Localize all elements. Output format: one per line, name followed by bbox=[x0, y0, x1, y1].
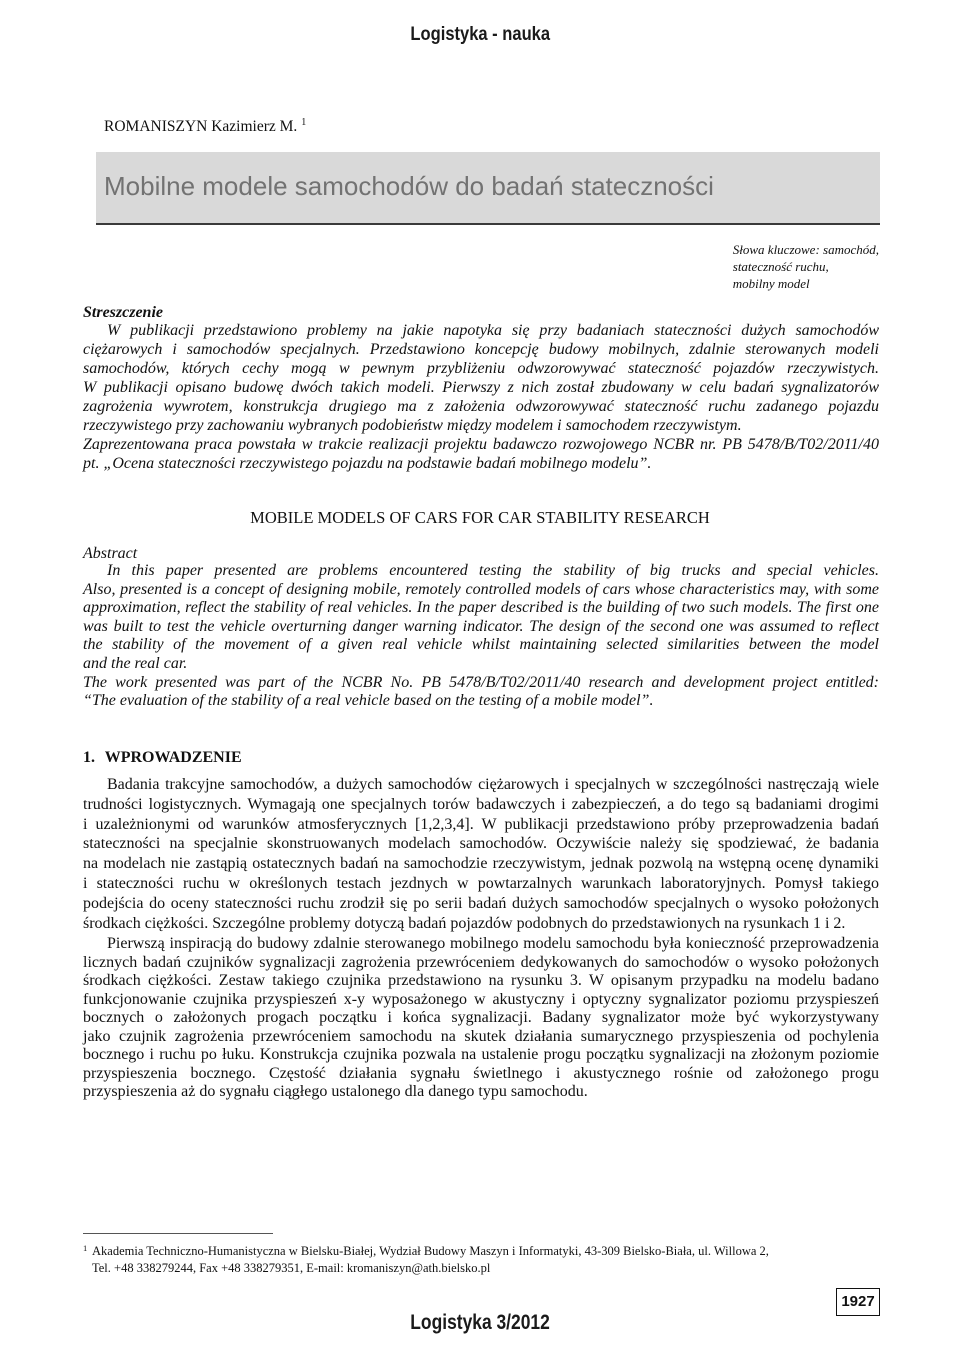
body-text-line: przyspieszenia bocznego. Częstość działania sygnału świetlnego i akustycznego rośnie od założonego progu bbox=[83, 1064, 879, 1082]
abstract-en-line: “The evaluation of the stability of a real vehicle based on the testing of a mobile model”. bbox=[83, 692, 654, 710]
journal-issue-label: Logistyka 3/2012 bbox=[410, 1311, 550, 1334]
abstract-en bbox=[83, 562, 879, 711]
body-text-line: funkcjonowanie czujnika przyspieszeń x-y wyposażonego w akustyczny i optyczny sygnalizator poziomu przyspieszeń bbox=[83, 990, 879, 1008]
footnote bbox=[83, 1243, 883, 1277]
title-rule bbox=[96, 223, 880, 225]
abstract-pl-line: rzeczywistego przy zachowaniu wybranych podobieństw między modelem i samochodem rzeczywistym. bbox=[83, 417, 742, 434]
author-name: ROMANISZYN Kazimierz M. bbox=[104, 118, 298, 135]
body-text-line: środkach ciężkości. Zestaw takiego czujnika przedstawiono na rysunku 3. W opisanym przypadku na modelu badano bbox=[83, 972, 879, 989]
footnote-separator bbox=[83, 1233, 273, 1234]
author-line bbox=[104, 117, 306, 137]
abstract-en-line: The work presented was part of the NCBR No. PB 5478/B/T02/2011/40 research and development project entitled: bbox=[83, 673, 879, 691]
abstract-pl-line: Zaprezentowana praca powstała w trakcie realizacji projektu badawczo rozwojowego NCBR nr. PB 5478/B/T02/2011/40 bbox=[83, 436, 879, 453]
body-text-line: na modelach nie zastąpią ostatecznych badań na samochodzie rzeczywistym, jednak pozwolą na wstępną ocenę dynamiki bbox=[83, 855, 879, 873]
body-paragraph bbox=[83, 775, 879, 933]
journal-issue-footer bbox=[0, 1311, 960, 1335]
keywords-block bbox=[733, 241, 879, 292]
body-text-line: podejścia do oceny stateczności ruchu zrodził się po serii badań dużych samochodów specjalnych o wysoko położonych bbox=[83, 894, 879, 912]
abstract-pl-line: pt. „Ocena stateczności rzeczywistego pojazdu na podstawie badań mobilnego modelu”. bbox=[83, 455, 652, 472]
body-text-line: Badania trakcyjne samochodów, a dużych samochodów ciężarowych i specjalnych w szczególności nastręczają wiele bbox=[107, 776, 879, 793]
body-text-line: i stateczności ruchu w określonych testach jezdnych w powtarzalnych warunkach laboratoryjnych. Pomysł takiego bbox=[83, 874, 879, 892]
abstract-en-line: and the real car. bbox=[83, 654, 188, 672]
abstract-pl-line: zagrożenia wywrotem, konstrukcja drugiego ma z założenia odwzorowywać stateczność ruchu zadanego pojazdu bbox=[83, 398, 879, 415]
abstract-pl-line: ciężarowych i samochodów specjalnych. Przedstawiono koncepcję budowy mobilnych, zdalnie sterowanych modeli bbox=[83, 341, 879, 358]
abstract-en-line: In this paper presented are problems encountered testing the stability of big trucks and special vehicles. bbox=[107, 562, 879, 579]
abstract-pl-line: W publikacji opisano budowę dwóch takich modeli. Pierwszy z nich został zbudowany w celu badań sygnalizatorów bbox=[83, 379, 879, 396]
abstract-en-line: Also, presented is a concept of designing mobile, remotely controlled models of cars whose characteristics may, with some bbox=[83, 580, 879, 598]
keyword-line: Słowa kluczowe: samochód, bbox=[732, 242, 879, 257]
abstract-pl-line: W publikacji przedstawiono problemy na jakie napotyka się przy badaniach stateczności dużych samochodów bbox=[107, 322, 879, 339]
body-text-line: przyspieszenia aż do sygnału ciągłego ustalonego dla danego typu samochodu. bbox=[83, 1083, 588, 1100]
footnote-line: Tel. +48 338279244, Fax +48 338279351, E-mail: kromaniszyn@ath.bielsko.pl bbox=[92, 1261, 491, 1275]
journal-section-label: Logistyka - nauka bbox=[410, 24, 550, 45]
body-text-line: i uzależnionymi od warunków atmosferycznych [1,2,3,4]. W publikacji przedstawiono próby przeprowadzenia badań bbox=[83, 815, 879, 833]
body-text-line: bocznego i ruchu po łuku. Konstrukcja czujnika pozwala na ustalenie progu początku sygnalizacji na złożonym poziomie bbox=[83, 1046, 879, 1063]
abstract-pl-heading: Streszczenie bbox=[83, 304, 163, 321]
body-text-line: stateczności na specjalnie skonstruowanych modelach samochodów. Oczywiście należy się spodziewać, że badania bbox=[83, 835, 879, 853]
body-text-line: licznych badań czujników sygnalizacji zagrożenia przewróceniem dedykowanych do samochodów o wysoko położonych bbox=[83, 953, 879, 971]
section-heading: 1. WPROWADZENIE bbox=[83, 749, 242, 766]
abstract-en-heading: Abstract bbox=[83, 545, 138, 562]
body-text-line: jako czujnik zagrożenia przewróceniem samochodu na skutek działania sumarycznego przyspieszenia od pochylenia bbox=[83, 1027, 879, 1045]
abstract-pl-line: samochodów, których cechy mogą w pewnym przybliżeniu odwzorowywać stateczność pojazdów rzeczywistych. bbox=[83, 360, 879, 377]
footnote-text: Akademia Techniczno-Humanistyczna w Bielsku-Białej, Wydział Budowy Maszyn i Informatyki, 43-309 Bielsko-Biała, ul. Willowa 2, bbox=[92, 1244, 769, 1258]
article-title: Mobilne modele samochodów do badań stateczności bbox=[104, 171, 714, 201]
body-text-line: Pierwszą inspiracją do budowy zdalnie sterowanego mobilnego modelu samochodu była konieczność przeprowadzenia bbox=[107, 935, 879, 952]
keyword-line: mobilny model bbox=[732, 276, 810, 291]
abstract-en-line: approximation, reflect the stability of real vehicles. In the paper described is the building of two such models. The first one bbox=[83, 599, 879, 617]
title-band bbox=[96, 152, 880, 223]
body-text-line: bocznych o założonych progach początku i końca sygnalizacji. Badany sygnalizator może być wykorzystywany bbox=[83, 1009, 879, 1026]
body-text-line: środkach ciężkości. Szczególne problemy dotyczą badań pojazdów podobnych do przedstawionych na rysunkach 1 i 2. bbox=[83, 914, 846, 932]
body-text-line: trudności logistycznych. Wymagają one specjalnych torów badawczych i zabezpieczeń, a do tego są badaniami drogimi bbox=[83, 795, 879, 813]
author-footnote-mark: 1 bbox=[301, 117, 307, 128]
abstract-pl bbox=[83, 321, 879, 473]
page-number: 1927 bbox=[836, 1288, 880, 1316]
footnote-line: 1 Akademia Techniczno-Humanistyczna w Bielsku-Białej, Wydział Budowy Maszyn i Informatyki, 43-309 Bielsko-Biała, ul. Willowa 2, bbox=[83, 1243, 769, 1258]
abstract-en-line: was built to test the vehicle overturning danger warning indicator. The design of the second one was assumed to reflect bbox=[83, 617, 879, 635]
body-paragraph bbox=[83, 935, 879, 1102]
journal-section-header bbox=[0, 24, 960, 46]
article-title-en: MOBILE MODELS OF CARS FOR CAR STABILITY RESEARCH bbox=[250, 508, 710, 527]
keyword-line: stateczność ruchu, bbox=[732, 259, 829, 274]
abstract-en-line: the stability of the movement of a given real vehicle whilst maintaining selected similarities between the model bbox=[83, 636, 879, 654]
